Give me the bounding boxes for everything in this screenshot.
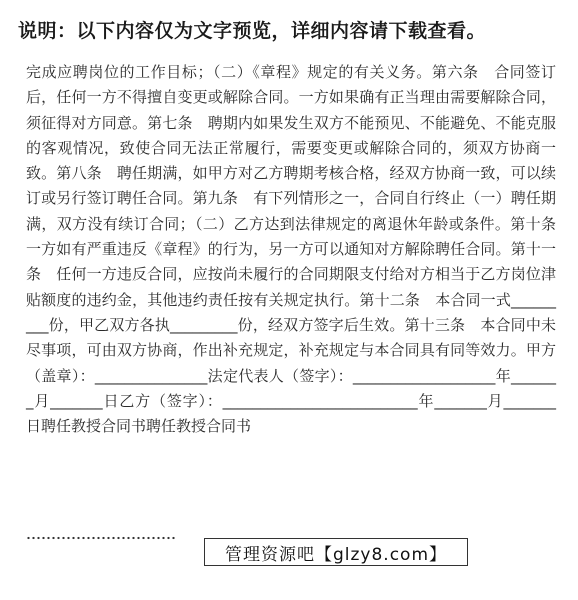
- contract-body-text: 完成应聘岗位的工作目标；（二）《章程》规定的有关义务。第六条 合同签订后，任何一方不得擅自变更或解除合同。一方如果确有正当理由需要解除合同，须征得对方同意。第七条 聘期内如果发生双方不能预见、不能避免、不能克服的客观情况，致使合同无法正常履行，需要变更或解除合同的，须双方协商一致。第八条 聘任期满，如甲方对乙方聘期考核合格，经双方协商一致，可以续订或另行签订聘任合同。第九条 有下列情形之一，合同自行终止（一）聘任期满，双方没有续订合同；（二）乙方达到法律规定的离退休年龄或条件。第十条 一方如有严重违反《章程》的行为，另一方可以通知对方解除聘任合同。第十一条 任何一方违反合同，应按尚未履行的合同期限支付给对方相当于乙方岗位津贴额度的违约金，其他违约责任按有关规定执行。第十二条 本合同一式_________份，甲乙双方各执_________份，经双方签字后生效。第十三条 本合同中未尽事项，可由双方协商，作出补充规定，补充规定与本合同具有同等效力。甲方（盖章）：_______________法定代表人（签字）：___________________年_______月_______日乙方（签字）：__________________________年_______月_______日聘任教授合同书聘任教授合同书: [26, 63, 572, 436]
- brand-watermark-link[interactable]: 管理资源吧【glzy8.com】: [204, 538, 468, 566]
- dotted-divider: [26, 536, 176, 540]
- preview-notice: 说明：以下内容仅为文字预览，详细内容请下载查看。: [18, 20, 487, 42]
